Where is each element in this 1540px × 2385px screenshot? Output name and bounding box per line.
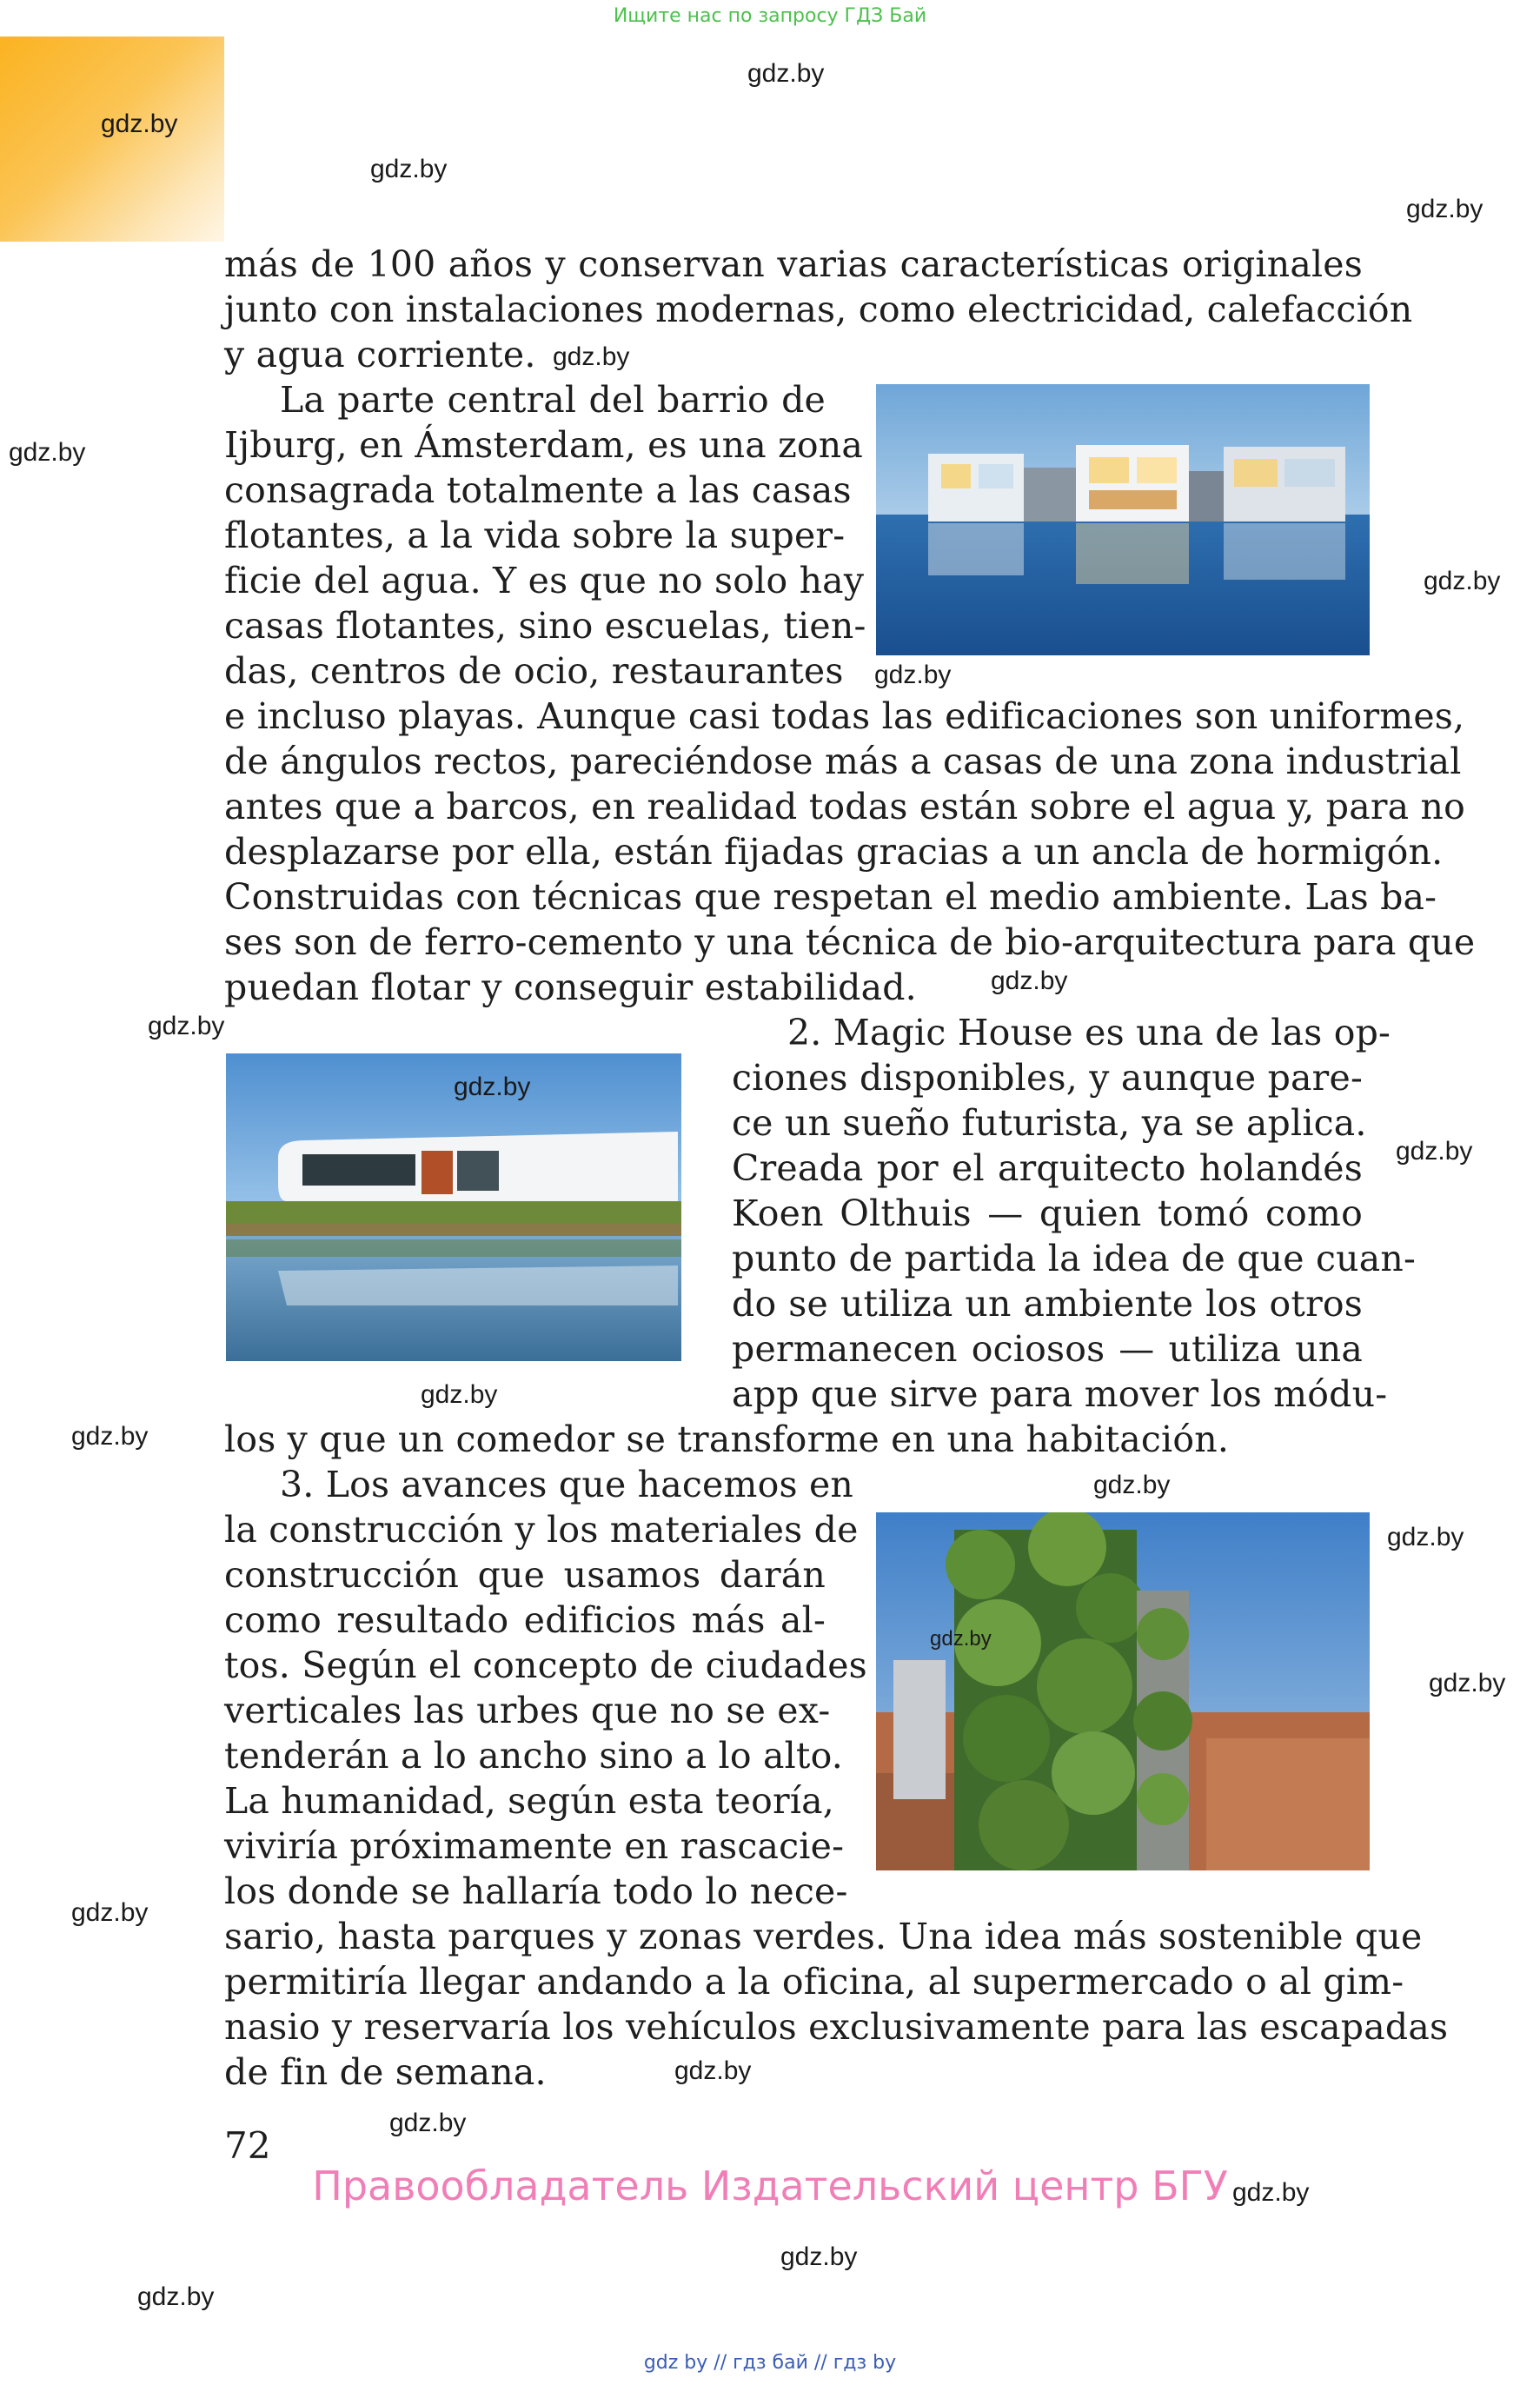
watermark: gdz.by — [370, 155, 448, 183]
text-line: ficie del agua. Y es que no solo hay — [224, 560, 865, 601]
watermark: gdz.by — [71, 1898, 149, 1927]
text-line: La parte central del barrio de — [280, 379, 826, 421]
watermark: gdz.by — [1424, 567, 1501, 595]
watermark: gdz.by — [874, 661, 952, 689]
watermark: gdz.by — [553, 342, 630, 371]
paragraph-1 — [224, 242, 1413, 377]
text-line: desplazarse por ella, están fijadas gracias a un ancla de hormigón. — [224, 831, 1444, 873]
watermark: gdz.by — [747, 59, 825, 88]
watermark: gdz.by — [148, 1012, 225, 1040]
text-line: tos. Según el concepto de ciudades — [224, 1644, 867, 1686]
text-line: permanecen ociosos — utiliza una — [732, 1328, 1363, 1370]
text-line: das, centros de ocio, restaurantes — [224, 650, 844, 692]
text-line: flotantes, a la vida sobre la super- — [224, 515, 846, 556]
text-line: e incluso playas. Aunque casi todas las edificaciones son uniformes, — [224, 695, 1465, 737]
text-line: la construcción y los materiales de — [224, 1509, 859, 1551]
text-line: La humanidad, según esta teoría, — [224, 1780, 835, 1822]
text-line: permitiría llegar andando a la oficina, al supermercado o al gim- — [224, 1961, 1404, 2003]
paragraph-3-narrow — [732, 1010, 1417, 1417]
watermark: gdz.by — [1429, 1669, 1506, 1697]
text-line: ce un sueño futurista, ya se aplica. — [732, 1102, 1367, 1144]
text-line: junto con instalaciones modernas, como electricidad, calefacción — [224, 289, 1413, 330]
top-banner: Ищите нас по запросу ГДЗ Бай — [613, 5, 927, 27]
watermark: gdz.by — [1387, 1523, 1464, 1551]
text-line: más de 100 años y conservan varias características originales — [224, 243, 1363, 285]
watermark: gdz.by — [9, 438, 86, 467]
text-line: de ángulos rectos, pareciéndose más a casas de una zona industrial — [224, 741, 1462, 782]
text-line: puedan flotar y conseguir estabilidad. — [224, 967, 917, 1008]
watermark: gdz.by — [674, 2056, 752, 2085]
decorative-corner-block — [0, 37, 224, 242]
watermark: gdz.by — [137, 2282, 215, 2311]
text-line: tenderán a lo ancho sino a lo alto. — [224, 1735, 843, 1777]
watermark: gdz.by — [1232, 2178, 1310, 2207]
paragraph-3-full — [224, 1417, 1363, 1462]
text-line: sario, hasta parques y zonas verdes. Una idea más sostenible que — [224, 1916, 1423, 1957]
text-line: Construidas con técnicas que respetan el medio ambiente. Las ba- — [224, 876, 1437, 918]
watermark: gdz.by — [421, 1380, 498, 1409]
text-line: Ijburg, en Ámsterdam, es una zona — [224, 424, 864, 466]
text-line: ses son de ferro-cemento y una técnica de bio-arquitectura para que — [224, 921, 1476, 963]
paragraph-2-narrow — [224, 377, 866, 694]
text-line: construcción que usamos darán — [224, 1554, 826, 1596]
watermark: gdz.by — [1406, 195, 1484, 223]
text-line: app que sirve para mover los módu- — [732, 1373, 1388, 1415]
watermark: gdz.by — [1093, 1471, 1171, 1499]
text-line: los donde se hallaría todo lo nece- — [224, 1870, 848, 1912]
text-line: nasio y reservaría los vehículos exclusivamente para las escapadas — [224, 2006, 1449, 2048]
text-line: Koen Olthuis — quien tomó como — [732, 1192, 1363, 1234]
text-line: do se utiliza un ambiente los otros — [732, 1283, 1363, 1325]
watermark: gdz.by — [101, 110, 178, 138]
watermark: gdz.by — [1396, 1137, 1473, 1166]
text-line: consagrada totalmente a las casas — [224, 469, 852, 511]
text-line: verticales las urbes que no se ex- — [224, 1690, 831, 1731]
text-line: casas flotantes, sino escuelas, tien- — [224, 605, 866, 647]
text-line: 2. Magic House es una de las op- — [787, 1012, 1391, 1053]
watermark: gdz.by — [389, 2109, 467, 2137]
page-number: 72 — [224, 2124, 271, 2167]
vertical-forest-photo — [876, 1512, 1370, 1870]
footer-links: gdz by // гдз бай // гдз by — [643, 2352, 897, 2374]
paragraph-2-full — [224, 694, 1476, 1010]
paragraph-4-narrow — [224, 1462, 867, 1914]
text-line: Creada por el arquitecto holandés — [732, 1147, 1363, 1189]
watermark: gdz.by — [454, 1073, 531, 1101]
floating-houses-photo — [876, 384, 1370, 655]
text-line: punto de partida la idea de que cuan- — [732, 1238, 1417, 1279]
text-line: y agua corriente. — [224, 334, 536, 375]
text-line: viviría próximamente en rascacie- — [224, 1825, 845, 1867]
paragraph-4-full — [224, 1914, 1449, 2095]
text-line: los y que un comedor se transforme en una habitación. — [224, 1418, 1230, 1460]
text-line: 3. Los avances que hacemos en — [280, 1464, 854, 1505]
text-line: antes que a barcos, en realidad todas están sobre el agua y, para no — [224, 786, 1465, 827]
text-line: como resultado edificios más al- — [224, 1599, 826, 1641]
text-line: de fin de semana. — [224, 2051, 547, 2093]
watermark: gdz.by — [71, 1422, 149, 1451]
watermark: gdz.by — [930, 1627, 992, 1651]
text-line: ciones disponibles, y aunque pare- — [732, 1057, 1363, 1099]
watermark: gdz.by — [780, 2242, 858, 2271]
watermark: gdz.by — [991, 967, 1068, 995]
copyright-notice: Правообладатель Издательский центр БГУ — [312, 2162, 1228, 2209]
